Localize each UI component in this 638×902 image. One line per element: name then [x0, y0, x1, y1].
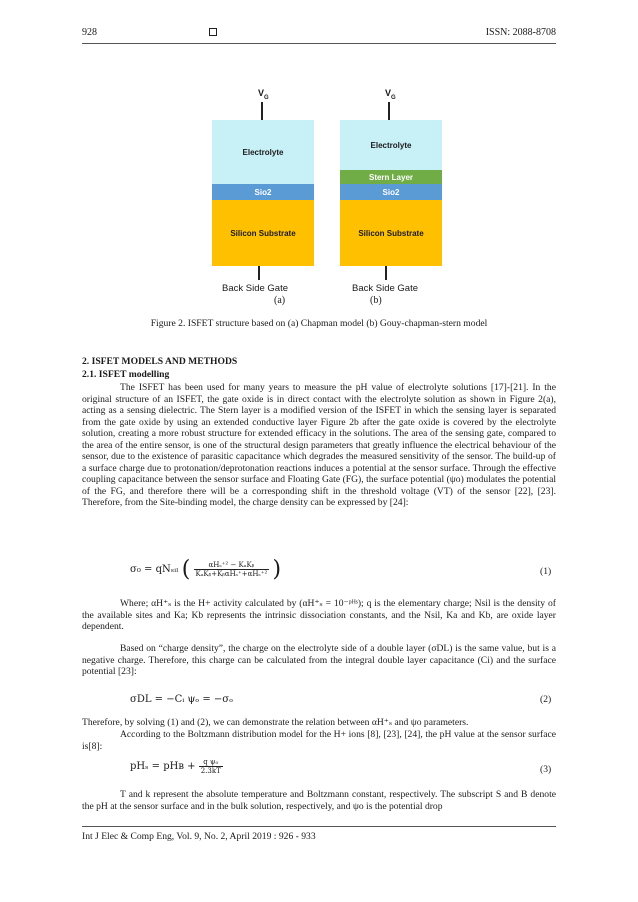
subsection-heading: 2.1. ISFET modelling: [82, 369, 170, 380]
page-number: 928: [82, 27, 97, 38]
isfet-structure-figure: [200, 80, 460, 310]
vg-wire-left: [261, 102, 263, 122]
eq1-lhs: σ₀ = qNₛᵢₗ: [130, 564, 179, 575]
vg-label-left: $V_G$: [258, 88, 269, 101]
issn-label: ISSN: 2088-8708: [485, 27, 556, 38]
paragraph-charge-density: [82, 643, 556, 678]
eq1-fraction: [194, 561, 270, 578]
eq1-numerator: αHₛ⁺² − KₐKᵦ: [194, 561, 270, 570]
equation-2: σDL = −Cᵢ ψₒ = −σₒ: [130, 694, 233, 705]
paragraph-temperature: [82, 789, 556, 812]
equation-3: [130, 758, 223, 775]
vg-wire-right: [388, 102, 390, 122]
paragraph-text: Based on “charge density”, the charge on the electrolyte side of a double layer (σDL) is the same value, but is a negative charge. Therefore, this charge can be calculated from the integral double layer capacitance (Ci) and the surface potential [23]:: [82, 643, 556, 677]
paragraph-text: Therefore, by solving (1) and (2), we can demonstrate the relation between αH⁺ₛ and ψo parameters.: [82, 717, 469, 728]
eq3-denominator: 2.3kT: [200, 767, 221, 775]
subfigure-label-a: (a): [274, 295, 286, 306]
sio2-layer-right: Sio2: [340, 184, 442, 200]
vg-label-right: $V_G$: [385, 88, 396, 101]
paragraph-text: The ISFET has been used for many years to measure the pH value of electrolyte solutions [17]-[21]. In the original structure of an ISFET, the gate oxide is in direct contact with the electrolyte solution as shown in Figure 2(a), acting as a sensing dielectric. The Stern layer is a modified version of the ISFET in which the sensing layer is separated from the gate oxide by using an extended conductive layer Figure 2b after the gate oxide is covered by the electrolyte solution, creating a more robust structure for extended efficacy in the solutions. The area of the sensing gate, compared to the area of the entire sensor, is one of the structural design parameters that greatly influence the electrical behaviour of the sensor, due to the existence of parasitic capacitance which degrades the measured sensitivity of the sensor. The build-up of a surface charge due to protonation/deprotonation reactions induces a potential at the sensor surface. Through the effective coupling capacitance between the sensor surface and Floating Gate (FG), the surface potential (ψo) modulates the potential of the FG, and therefore there will be a corresponding shift in the threshold voltage (VT) of the sensor [22], [23]. Therefore, from the Site-binding model, the charge density can be expressed by [24]:: [82, 382, 556, 508]
paragraph-where: [82, 598, 556, 633]
eq3-lhs: pHₛ = pHʙ +: [130, 761, 196, 772]
paragraph-boltzmann: [82, 729, 556, 752]
paragraph-text: According to the Boltzmann distribution model for the H+ ions [8], [23], [24], the pH value at the sensor surface is[8]:: [82, 729, 556, 752]
silicon-substrate-right: Silicon Substrate: [340, 200, 442, 266]
equation-1: σ₀ = qNₛᵢₗ ( $\frac{\text{αHₛ⁺² − KₐKᵦ}}{\text{KₐKᵦ+KᵦαHₛ⁺+αHₛ⁺²}}$ ): [130, 557, 282, 582]
subfigure-label-b: (b): [370, 295, 382, 306]
equation-3-number: (3): [540, 764, 552, 775]
stern-layer-right: Stern Layer: [340, 170, 442, 184]
checkbox-square-icon: [209, 28, 217, 36]
back-side-gate-label-left: Back Side Gate: [222, 283, 289, 294]
back-side-gate-label-right: Back Side Gate: [352, 283, 419, 294]
paragraph-isfet-intro: [82, 382, 556, 509]
footer-rule: [82, 826, 556, 827]
figure-caption: Figure 2. ISFET structure based on (a) Chapman model (b) Gouy-chapman-stern model: [150, 318, 488, 329]
paragraph-solving: [82, 717, 556, 729]
section-heading: 2. ISFET MODELS AND METHODS: [82, 356, 238, 367]
header-rule: [82, 43, 556, 44]
journal-footer: Int J Elec & Comp Eng, Vol. 9, No. 2, April 2019 : 926 - 933: [82, 831, 316, 842]
eq3-fraction: [199, 758, 223, 775]
electrolyte-layer-left: Electrolyte: [212, 120, 314, 184]
silicon-substrate-left: Silicon Substrate: [212, 200, 314, 266]
equation-1-number: (1): [540, 566, 552, 577]
paragraph-text: Where; αH⁺ₛ is the H+ activity calculated by (αH⁺ₛ = 10⁻ᵖᴴˢ); q is the elementary charge; Nsil is the density of the available sites and Ka; Kb represents the intrinsic dissociation constants, and the Nsil, Ka and Kb, are oxide layer dependent.: [82, 598, 556, 632]
equation-2-number: (2): [540, 694, 552, 705]
sio2-layer-left: Sio2: [212, 184, 314, 200]
electrolyte-layer-right: Electrolyte: [340, 120, 442, 170]
paragraph-text: T and k represent the absolute temperature and Boltzmann constant, respectively. The subscript S and B denote the pH at the sensor surface and in the bulk solution, respectively, and ψo is the potential drop: [82, 789, 556, 812]
eq1-denominator: KₐKᵦ+KᵦαHₛ⁺+αHₛ⁺²: [195, 570, 268, 578]
gate-wire-left: [258, 266, 260, 280]
page-header: [82, 27, 556, 41]
gate-wire-right: [385, 266, 387, 280]
eq3-numerator: q ψ₀: [199, 758, 223, 767]
